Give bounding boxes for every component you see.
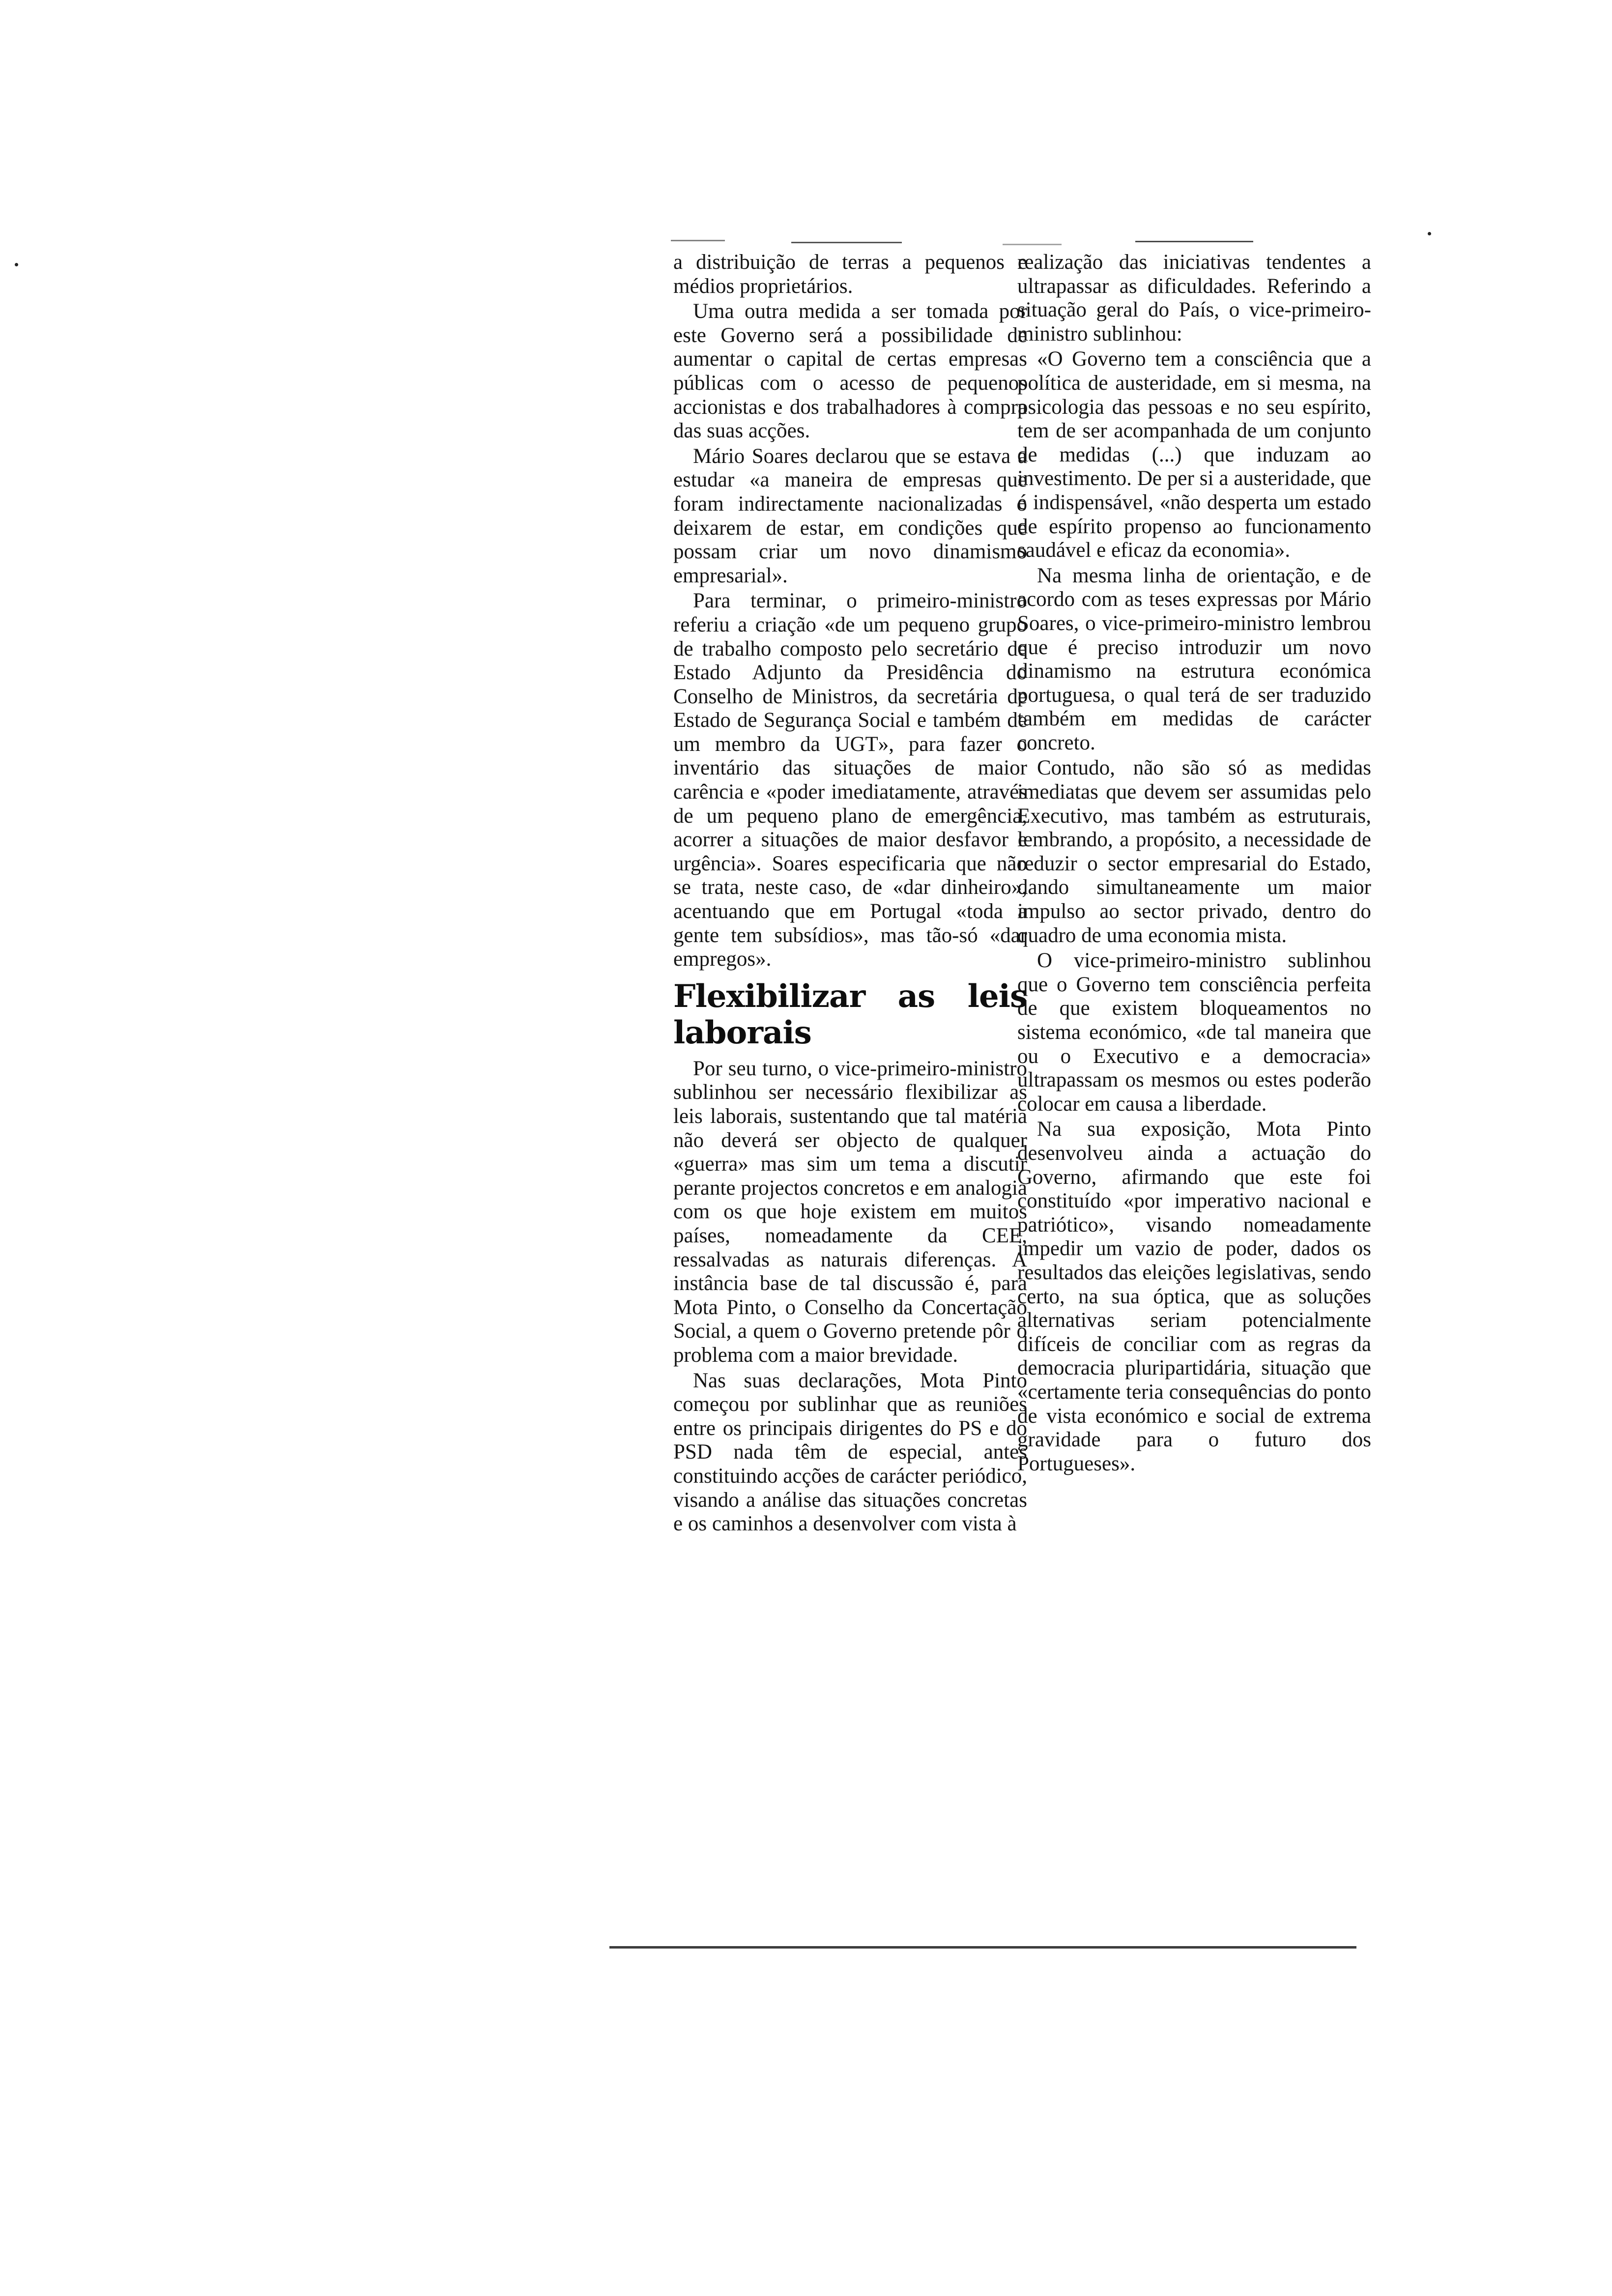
right-column [1017,251,1371,1477]
section-heading: Flexibilizar as leis laborais [673,977,1027,1051]
torn-edge-top-right [1135,241,1253,242]
scan-speck [15,263,18,266]
article-paragraph: Por seu turno, o vice-primeiro-ministro sublinhou ser necessário flexibilizar as leis laborais, sustentando que tal matéria não deverá ser objecto de qualquer «guerra» mas sim um tema a discutir perante projectos concretos e em analogia com os que hoje existem em muitos países, nomeadamente da CEE, ressalvadas as naturais diferenças. A instância base de tal discussão é, para Mota Pinto, o Conselho da Concertação Social, a quem o Governo pretende pôr o problema com a maior brevidade. [673,1057,1027,1367]
article-paragraph: Para terminar, o primeiro-ministro referiu a criação «de um pequeno grupo de trabalho composto pelo secretário de Estado Adjunto da Presidência do Conselho de Ministros, da secretária de Estado de Segurança Social e também de um membro da UGT», para fazer o inventário das situações de maior carência e «poder imediatamente, através de um pequeno plano de emergência, acorrer a situações de maior desfavor e urgência». Soares especificaria que não se trata, neste caso, de «dar dinheiro», acentuando que em Portugal «toda a gente tem subsídios», mas tão-só «dar empregos». [673,589,1027,971]
article-paragraph: Mário Soares declarou que se estava a estudar «a maneira de empresas que foram indirectamente nacionalizadas o deixarem de estar, em condições que possam criar um novo dinamismo empresarial». [673,444,1027,587]
article-paragraph: a distribuição de terras a pequenos e médios proprietários. [673,251,1027,298]
article-paragraph: Contudo, não são só as medidas imediatas que devem ser assumidas pelo Executivo, mas também as estruturais, lembrando, a propósito, a necessidade de reduzir o sector empresarial do Estado, dando simultaneamente um maior impulso ao sector privado, dentro do quadro de uma economia mista. [1017,756,1371,947]
newspaper-clipping [575,211,1371,1980]
article-paragraph: O vice-primeiro-ministro sublinhou que o Governo tem consciência perfeita de que existem bloqueamentos no sistema económico, «de tal maneira que ou o Executivo e a democracia» ultrapassam os mesmos ou estes poderão colocar em causa a liberdade. [1017,949,1371,1116]
article-paragraph: Nas suas declarações, Mota Pinto começou por sublinhar que as reuniões entre os principais dirigentes do PS e do PSD nada têm de especial, antes constituindo acções de carácter periódico, visando a análise das situações concretas e os caminhos a desenvolver com vista à [673,1369,1027,1536]
left-column [673,251,1027,1538]
article-paragraph: Na sua exposição, Mota Pinto desenvolveu ainda a actuação do Governo, afirmando que este foi constituído «por imperativo nacional e patriótico», visando nomeadamente impedir um vazio de poder, dados os resultados das eleições legislativas, sendo certo, na sua óptica, que as soluções alternativas seriam potencialmente difíceis de conciliar com as regras da democracia pluripartidária, situação que «certamente teria consequências do ponto de vista económico e social de extrema gravidade para o futuro dos Portugueses». [1017,1118,1371,1475]
torn-edge-top-left [671,240,725,241]
article-paragraph: Uma outra medida a ser tomada por este Governo será a possibilidade de aumentar o capital de certas empresas públicas com o acesso de pequenos accionistas e dos trabalhadores à compra das suas acções. [673,300,1027,443]
article-paragraph: realização das iniciativas tendentes a ultrapassar as dificuldades. Referindo a situação geral do País, o vice-primeiro-ministro sublinhou: [1017,251,1371,345]
torn-edge-top-right [1003,244,1062,245]
torn-edge-top-left [791,242,902,243]
torn-edge-bottom [609,1946,1356,1949]
article-paragraph: «O Governo tem a consciência que a política de austeridade, em si mesma, na psicologia das pessoas e no seu espírito, tem de ser acompanhada de um conjunto de medidas (...) que induzam ao investimento. De per si a austeridade, que é indispensável, «não desperta um estado de espírito propenso ao funcionamento saudável e eficaz da economia». [1017,347,1371,562]
scan-speck [1428,232,1431,235]
article-paragraph: Na mesma linha de orientação, e de acordo com as teses expressas por Mário Soares, o vice-primeiro-ministro lembrou que é preciso introduzir um novo dinamismo na estrutura económica portuguesa, o qual terá de ser traduzido também em medidas de carácter concreto. [1017,564,1371,754]
